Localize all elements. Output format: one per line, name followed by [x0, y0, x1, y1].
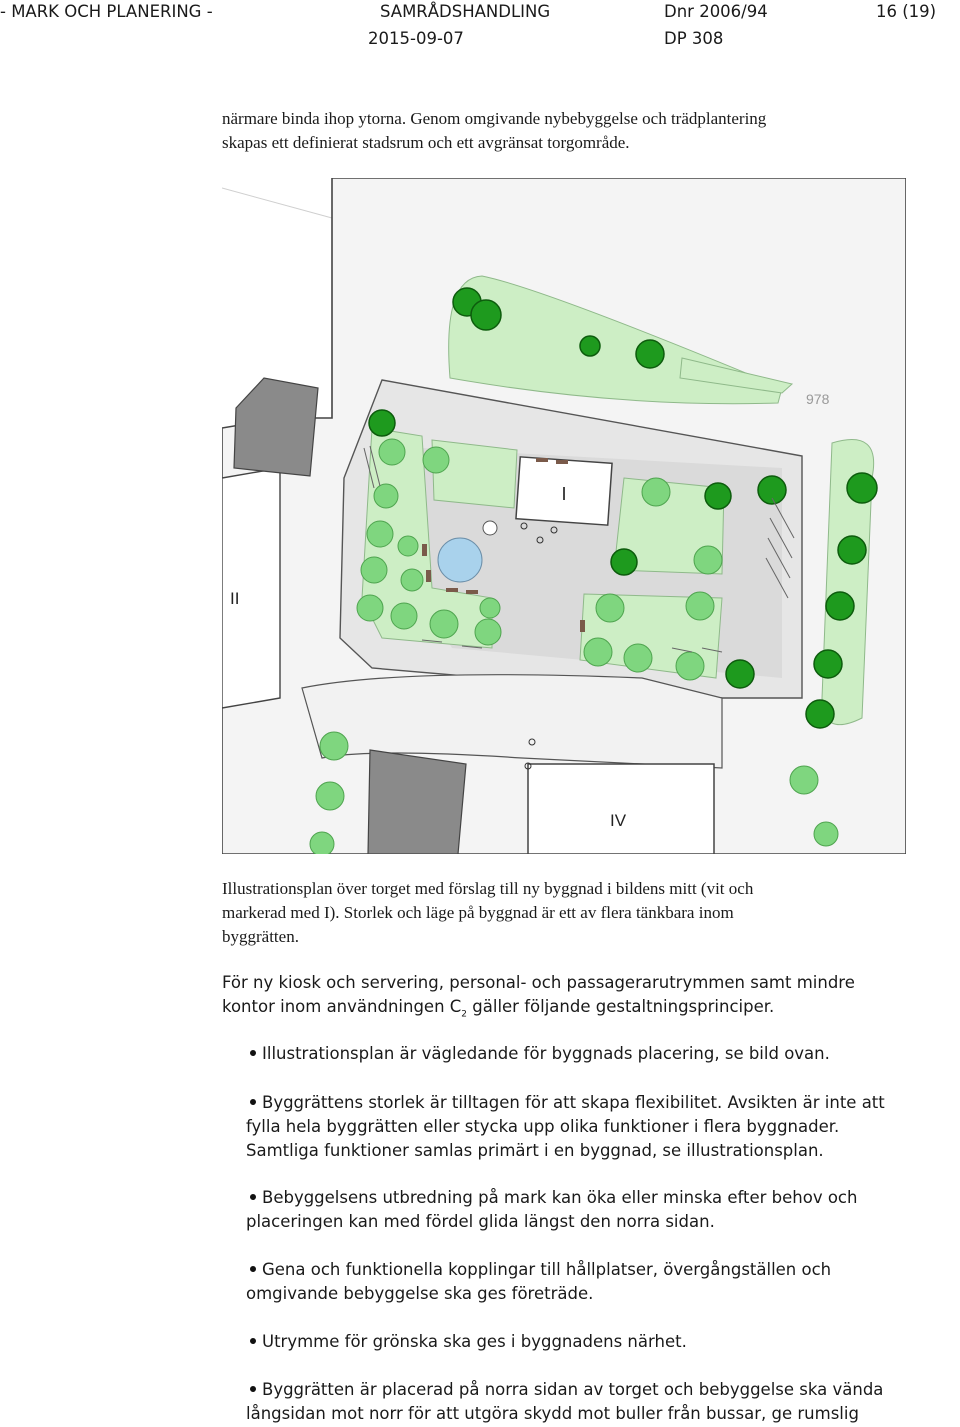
illustration-plan: [222, 178, 906, 854]
bullet-4: Gena och funktionella kopplingar till hållplatser, övergångställen och omgivande bebyggelse ska ges företräde.: [246, 1260, 832, 1303]
caption-line-2: markerad med I). Storlek och läge på byggnad är ett av flera tänkbara inom: [222, 903, 734, 922]
page-number: 16 (19): [876, 2, 937, 21]
bullet-2: Byggrättens storlek är tilltagen för att skapa flexibilitet. Avsikten är inte att fylla hela byggrätten eller stycka upp olika funktioner i flera byggnader. Samtliga funktioner samlas primärt i en byggnad, se illustrationsplan.: [246, 1093, 885, 1160]
building-2-label: II: [230, 589, 240, 608]
bullet-icon: [250, 1338, 256, 1344]
building-4: [528, 764, 714, 854]
bus-road: [302, 675, 722, 768]
intro-line-1: närmare binda ihop ytorna. Genom omgivande nybebyggelse och trädplantering: [222, 109, 767, 128]
document-date: 2015-09-07: [368, 29, 464, 48]
plot-number: 978: [806, 391, 830, 407]
bullet-icon: [250, 1386, 256, 1392]
building-4-label: IV: [609, 811, 627, 830]
plan-number: DP 308: [664, 29, 724, 48]
building-1-label: I: [561, 484, 567, 504]
bullet-icon: [250, 1266, 256, 1272]
intro-line-2: skapas ett definierat stadsrum och ett avgränsat torgområde.: [222, 133, 630, 152]
caption-line-3: byggrätten.: [222, 927, 299, 946]
bullet-icon: [250, 1194, 256, 1200]
kiosk-marker: [483, 521, 497, 535]
principles-intro-line-1: För ny kiosk och servering, personal- och passagerarutrymmen samt mindre: [222, 973, 855, 992]
bullet-3: Bebyggelsens utbredning på mark kan öka eller minska efter behov och placeringen kan med fördel glida längst den norra sidan.: [246, 1188, 858, 1231]
bullet-5: Utrymme för grönska ska ges i byggnadens närhet.: [246, 1330, 916, 1354]
bullet-icon: [250, 1050, 256, 1056]
caption-line-1: Illustrationsplan över torget med förslag till ny byggnad i bildens mitt (vit och: [222, 879, 754, 898]
principles-intro: [222, 971, 912, 1026]
case-number: Dnr 2006/94: [664, 2, 768, 21]
principles-intro-line-2: kontor inom användningen $C_2$ gäller följande gestaltningsprinciper.: [222, 997, 775, 1020]
bullet-1: Illustrationsplan är vägledande för byggnads placering, se bild ovan.: [246, 1042, 916, 1066]
document-status: SAMRÅDSHANDLING: [380, 2, 551, 21]
bullet-icon: [250, 1099, 256, 1105]
header-section: - MARK OCH PLANERING -: [0, 2, 213, 21]
figure-caption: [222, 877, 912, 949]
building-2: [222, 468, 280, 708]
bullet-6: Byggrätten är placerad på norra sidan av torget och bebyggelse ska vända långsidan mot norr för att utgöra skydd mot buller från bussar, ge rumslig: [246, 1380, 884, 1423]
fountain: [438, 538, 482, 582]
intro-paragraph: [222, 107, 912, 155]
